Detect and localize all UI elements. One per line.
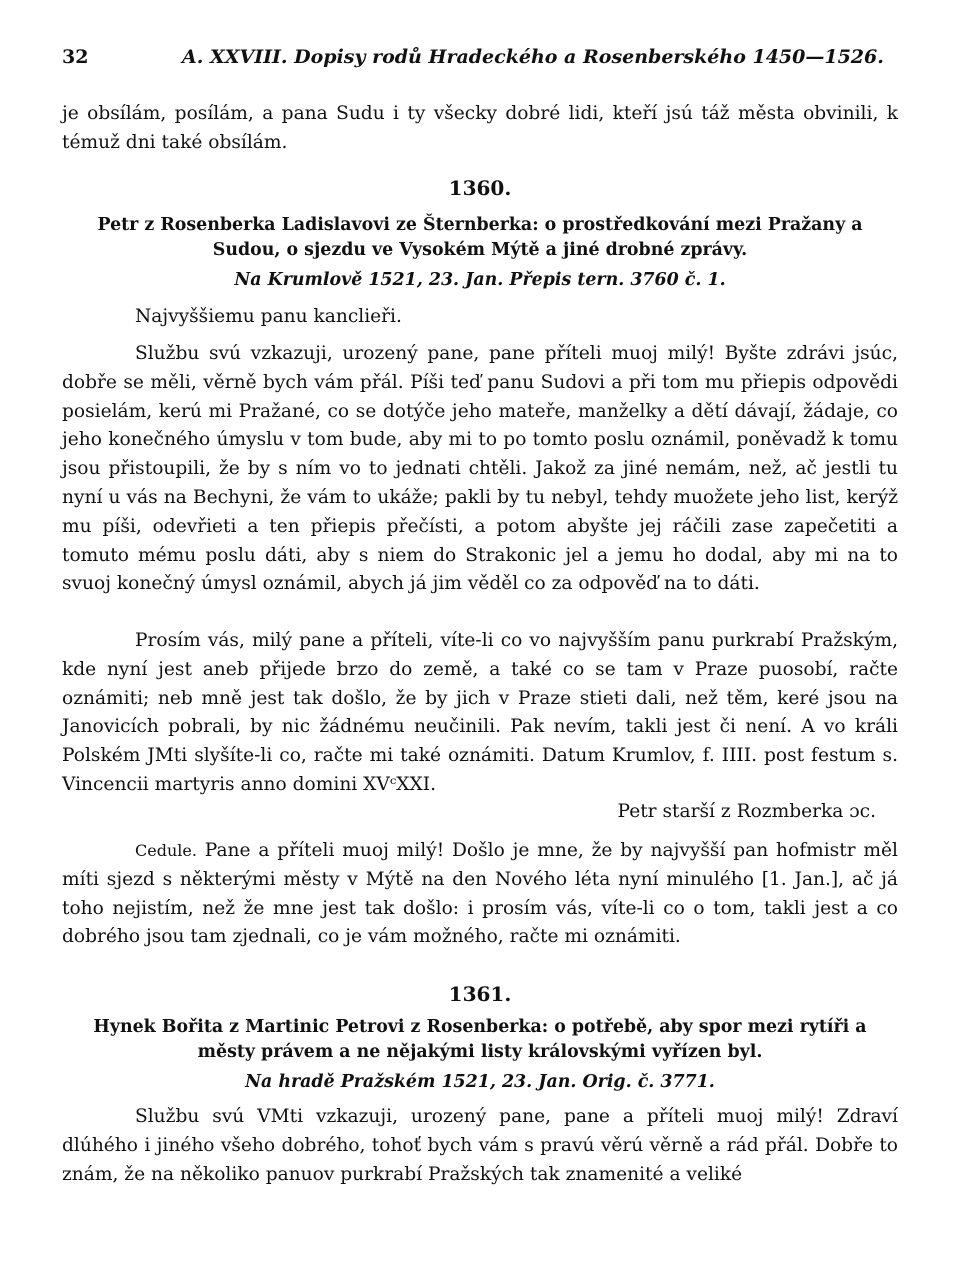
letter-1360-paragraph-1: Službu svú vzkazuji, urozený pane, pane příteli muoj milý! Byšte zdrávi jsúc, dobře se měli, věrně bych vám přál. Píši teď panu Sudovi a při tom mu přiepis odpovědi posielám, kerú mi Pražané, co se dotýče jeho mateře, manželky a dětí dávají, žádaje, co jeho konečného úmyslu v tom bude, aby mi to po tomto poslu oznámil, poněvadž k tomu jsou přistoupili, že by s ním vo to jednati chtěli. Jakož za jiné nemám, než, ač jestli tu nyní u vás na Bechyni, že vám to ukáže; pakli by tu nebyl, tehdy muožete jeho list, kerýž mu píši, odevřieti a ten přiepis přečísti, a potom abyšte jej ráčili zase zapečetiti a tomuto mému poslu dáti, aby s niem do Strakonic jel a jemu ho dodal, aby mi na to svuoj konečný úmysl oznámil, abych já jim věděl co za odpověď na to dáti. xyxy=(62,343,898,595)
regest-1360: Petr z Rosenberka Ladislavovi ze Šternberka: o prostředkování mezi Pražany a Sudou, o sjezdu ve Vysokém Mýtě a jiné drobné zprávy. xyxy=(97,215,863,260)
dating-1361: Na hradě Pražském 1521, 23. Jan. Orig. č. 3771. xyxy=(245,1072,715,1092)
letter-number-1361: 1361. xyxy=(448,982,512,1006)
dating-1360: Na Krumlově 1521, 23. Jan. Přepis tern. 3760 č. 1. xyxy=(234,270,726,290)
signature-1360: Petr starší z Rozmberka ɔc. xyxy=(617,801,876,822)
continuation-paragraph: je obsílám, posílám, a pana Sudu i ty všecky dobré lidi, kteří jsú táž města obvinili, k témuž dni také obsílám. xyxy=(62,103,898,153)
regest-1361: Hynek Bořita z Martinic Petrovi z Rosenberka: o potřebě, aby spor mezi rytíři a městy právem a ne nějakými listy královskými vyřízen byl. xyxy=(93,1017,867,1062)
cedule-label: Cedule. xyxy=(135,841,197,860)
salutation-1360: Najvyššiemu panu kanclieři. xyxy=(135,306,402,327)
running-title: A. XXVIII. Dopisy rodů Hradeckého a Rosenberského 1450—1526. xyxy=(182,46,884,68)
cedule-paragraph xyxy=(62,837,898,952)
page-number: 32 xyxy=(62,46,89,68)
letter-number-1360: 1360. xyxy=(448,176,512,200)
page-header xyxy=(62,46,898,76)
cedule-text: Pane a příteli muoj milý! Došlo je mne, že by najvyšší pan hofmistr měl míti sjezd s některými městy v Mýtě na den Nového léta nyní minulého [1. Jan.], ač já toho nejistím, než že mne jest tak došlo: i prosím vás, víte-li co o tom, takli jest a co dobrého jsou tam zjednali, co je vám možného, račte mi oznámiti. xyxy=(62,840,898,948)
letter-1361-paragraph-1: Službu svú VMti vzkazuji, urozený pane, pane a příteli muoj milý! Zdraví dlúhého i jiného všeho dobrého, tohoť bych vám s pravú věrú věrně a rád přál. Dobře to znám, že na několiko panuov purkrabí Pražských tak znamenité a veliké xyxy=(62,1106,898,1185)
letter-1360-paragraph-2: Prosím vás, milý pane a příteli, víte-li co vo najvyšším panu purkrabí Pražským, kde nyní jest aneb přijede brzo do země, a také co se tam v Praze puosobí, račte oznámiti; neb mně jest tak došlo, že by jich v Praze stieti dali, než těm, keré jsou na Janovicích pobrali, by nic žádnému neučinili. Pak nevím, takli jest či není. A vo králi Polském JMti slyšíte-li co, račte mi také oznámiti. Datum Krumlov, f. IIII. post festum s. Vincencii martyris anno domini XVᶜXXI. xyxy=(62,630,898,795)
